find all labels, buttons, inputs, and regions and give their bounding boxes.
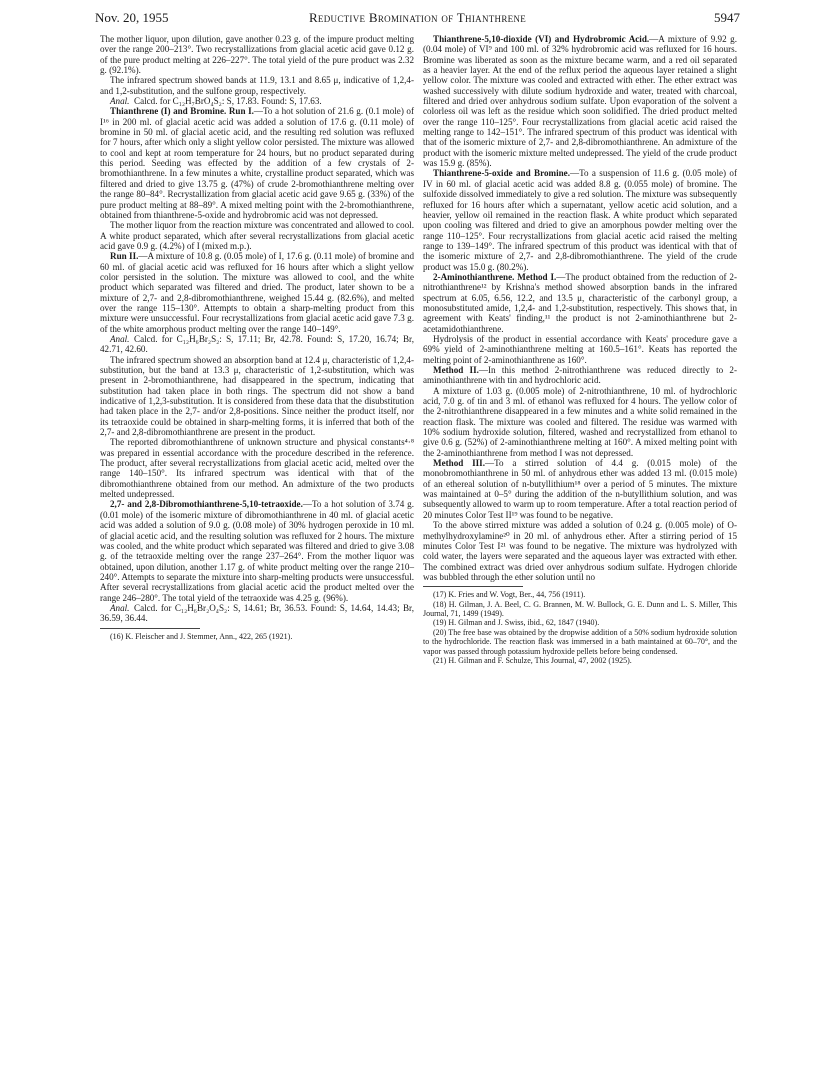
paragraph <box>100 251 414 334</box>
running-title: Reductive Bromination of Thianthrene <box>308 10 527 25</box>
paragraph-text: To the above stirred mixture was added a solution of 0.24 g. (0.005 mole) of O-methylhydroxylamine²⁰ in 20 ml. of anhydrous ether. After a stirring period of 15 minutes Color Test I²¹ was found to be negative. The mixture was hydrolyzed with cold water, the layers were separated and the aqueous layer was extracted with ether. The combined extract was dried over anhydrous sodium sulfate. Hydrogen chloride was bubbled through the ether solution until no <box>423 520 737 582</box>
paragraph-text: Calcd. for C₁₂H₇BrO₄S₂: S, 17.83. Found: S, 17.63. <box>134 96 322 107</box>
paragraph-text: The infrared spectrum showed an absorption band at 12.4 μ, characteristic of 1,2,4-substitution, but the band at 13.3 μ, characteristic of 1,2-substitution, which was present in 2-bromothianthrene, had disappeared in the spectrum, indicating that substitution had taken place in both rings. The spectrum did not show a band indicative of 1,2,3-substitution. It is considered from these data that the disubstitution had taken place in the 2,7- and/or 2,8-positions. Since neither the product itself, nor its tetraoxide could be obtained in sharp-melting forms, it is inferred that both of the 2,7- and 2,8-dibromothianthrene are present in the product. <box>100 354 414 438</box>
paragraph-text: —To a hot solution of 21.6 g. (0.1 mole) of I¹⁶ in 200 ml. of glacial acetic acid was added a solution of 17.6 g. (0.11 mole) of bromine in 50 ml. of glacial acetic acid, and the resulting red solution was refluxed for 7 hours, after which only a slight yellow color persisted. The mixture was allowed to cool and kept at room temperature for 24 hours, but no product separated during this period. Seeding was effected by the addition of a few crystals of 2-bromothianthrene. In a few minutes a white, crystalline product separated, which was filtered and dried to give 13.75 g. (47%) of crude 2-bromothianthrene melting over the range 80–84°. Recrystallization from glacial acetic acid gave 9.65 g. (33%) of the pure product melting at 88–89°. A mixed melting point with the 2-bromothianthrene, obtained from thianthrene-5-oxide and hydrobromic acid was not depressed. <box>100 106 414 220</box>
footnote: (19) H. Gilman and J. Swiss, ibid., 62, 1847 (1940). <box>433 618 600 628</box>
paragraph <box>100 75 414 96</box>
left-column-body <box>100 34 414 624</box>
paragraph <box>423 168 737 271</box>
section-heading: 2-Aminothianthrene. Method I. <box>433 271 557 282</box>
section-heading: Method II. <box>433 365 479 375</box>
paragraph <box>100 220 414 251</box>
footnote: (20) The free base was obtained by the dropwise addition of a 50% sodium hydroxide solution to the hydrochloride. The reaction flask was immersed in a bath maintained at 60–70°, and the vapor was passed through potassium hydroxide pellets before being condensed. <box>423 627 737 656</box>
paragraph-text: —To a hot solution of 3.74 g. (0.01 mole) of the isomeric mixture of dibromothianthrene in 40 ml. of glacial acetic acid was added a solution of 9.0 g. (0.08 mole) of 30% hydrogen peroxide in 10 ml. of glacial acetic acid, and the resulting solution was refluxed for 2 hours. The mixture was cooled, and the white product which separated was filtered and dried to give 3.08 g. of the tetraoxide melting over the range 237–264°. From the mother liquor was obtained, upon dilution, another 1.17 g. of white product melting over the range 210–240°. Attempts to separate the mixture into sharp-melting products were unsuccessful. After several recrystallizations from glacial acetic acid the product melted over the range 246–280°. The total yield of the tetraoxide was 4.25 g. (96%). <box>100 499 414 603</box>
paragraph-text: Calcd. for C₁₂H₆Br₂S₂: S, 17.11; Br, 42.78. Found: S, 17.20, 16.74; Br, 42.71, 42.60. <box>100 333 414 355</box>
paragraph-text: The reported dibromothianthrene of unknown structure and physical constants⁴·⁸ was prepared in essential accordance with the procedure described in the reference. The product, after several recrystallizations from glacial acetic acid, melted over the range 140–150°. Its infrared spectrum was identical with that of the dibromothianthrene obtained from our method. An admixture of the two products melted undepressed. <box>100 437 414 500</box>
paragraph <box>423 458 737 520</box>
footnote: (17) K. Fries and W. Vogt, Ber., 44, 756 (1911). <box>433 590 586 600</box>
section-heading: Run II. <box>110 251 139 262</box>
paragraph-text: Calcd. for C₁₂H₆Br₂O₄S₂: S, 14.61; Br, 36.53. Found: S, 14.64, 14.43; Br, 36.59, 36.44. <box>100 602 414 624</box>
paragraph-text: The mother liquor, upon dilution, gave another 0.23 g. of the impure product melting over the range 200–213°. Two recrystallizations from glacial acetic acid gave 0.12 g. of the pure product melting at 226–227°. The total yield of the pure product was 2.32 g. (92.1%). <box>100 34 414 76</box>
paragraph <box>100 334 414 355</box>
analysis-label: Anal. <box>110 96 130 107</box>
left-footnotes <box>100 632 414 641</box>
paragraph <box>100 106 414 220</box>
section-heading: Method III. <box>433 458 485 469</box>
paragraph <box>100 437 414 499</box>
footnote: (16) K. Fleischer and J. Stemmer, Ann., 422, 265 (1921). <box>110 631 293 641</box>
paragraph <box>100 34 414 75</box>
right-column <box>423 34 737 665</box>
section-heading: Thianthrene-5-oxide and Bromine. <box>433 168 570 179</box>
paragraph-text: —The product obtained from the reduction of 2-nitrothianthrene¹² by Krishna's method showed absorption bands in the infrared spectrum at 6.05, 6.56, 12.2, and 13.5 μ, characteristic of the carbonyl group, a monosubstituted amide, 1,2,4- and 1,2-substitution, respectively. This shows that, in agreement with Keats' finding,¹¹ the product is not 2-aminothianthrene but 2-acetamidothianthrene. <box>423 271 737 334</box>
left-column <box>100 34 414 641</box>
paragraph <box>100 355 414 438</box>
analysis-label: Anal. <box>110 602 130 613</box>
right-footnotes <box>423 590 737 665</box>
paragraph <box>100 499 414 602</box>
paragraph-text: —In this method 2-nitrothianthrene was reduced directly to 2-aminothianthrene with tin and hydrochloric acid. <box>423 365 737 386</box>
paragraph <box>100 96 414 106</box>
section-heading: 2,7- and 2,8-Dibromothianthrene-5,10-tetraoxide. <box>110 499 303 510</box>
paragraph-text: The mother liquor from the reaction mixture was concentrated and allowed to cool. A white product separated, which after several recrystallizations from glacial acetic acid gave 0.9 g. (4.2%) of I (mixed m.p.). <box>100 220 414 251</box>
footnote: (18) H. Gilman, J. A. Beel, C. G. Brannen, M. W. Bullock, G. E. Dunn and L. S. Miller, This Journal, 71, 1499 (1949). <box>423 599 737 619</box>
paragraph-text: —To a stirred solution of 4.4 g. (0.015 mole) of the monobromothianthrene in 50 ml. of anhydrous ether was added 13 ml. (0.015 mole) of an ethereal solution of n-butyllithium¹⁸ over a period of 5 minutes. The mixture was maintained at 0–5° during the addition of the n-butyllithium solution, and was subsequently allowed to warm up to room temperature. After a total reaction period of 20 minutes Color Test II¹⁹ was found to be negative. <box>423 458 737 520</box>
paragraph-text: A mixture of 1.03 g. (0.005 mole) of 2-nitrothianthrene, 10 ml. of hydrochloric acid, 7.0 g. of tin and 3 ml. of ethanol was refluxed for 4 hours. The yellow color of the 2-nitrothianthrene disappeared in a few minutes and a white solid remained in the reaction flask. The mixture was cooled and filtered. The residue was warmed with 10% sodium hydroxide solution, filtered, washed and recrystallized from ethanol to give 0.6 g. (52%) of 2-aminothianthrene melting at 160°. A mixed melting point with the 2-aminothianthrene from method I was not depressed. <box>423 385 737 458</box>
running-header <box>95 10 740 28</box>
paragraph <box>423 272 737 334</box>
section-heading: Thianthrene (I) and Bromine. Run I. <box>110 106 254 117</box>
paragraph <box>100 603 414 624</box>
page-number: 5947 <box>714 10 740 25</box>
issue-date: Nov. 20, 1955 <box>95 10 169 25</box>
analysis-label: Anal. <box>110 333 130 344</box>
paragraph <box>423 365 737 386</box>
section-heading: Thianthrene-5,10-dioxide (VI) and Hydrobromic Acid. <box>433 34 650 44</box>
paragraph-text: —A mixture of 9.92 g. (0.04 mole) of VI⁹ and 100 ml. of 32% hydrobromic acid was refluxed for 16 hours. Bromine was liberated as soon as the mixture became warm, and a red oil separated as a heavier layer. At the end of the reflux period the aqueous layer retained a slight yellow color. The mixture was cooled and extracted with ether. The ether extract was washed successively with dilute sodium hydroxide and water, treated with charcoal, filtered and dried over anhydrous sodium sulfate. Upon evaporation of the solvent a colorless oil was left as the residue which soon solidified. The dried product melted over the range 110–125°. Four recrystallizations from glacial acetic acid raised the melting range to 142–151°. The infrared spectrum of this product was identical with that of the isomeric mixture of 2,7- and 2,8-dibromothianthrene. An admixture of the product with the isomeric mixture melted undepressed. The yield of the crude product was 15.9 g. (85%). <box>423 34 737 169</box>
right-column-body <box>423 34 737 582</box>
paragraph <box>423 334 737 365</box>
paragraph-text: Hydrolysis of the product in essential accordance with Keats' procedure gave a 69% yield of 2-aminothianthrene melting at 160.5–161°. Keats has reported the melting point of 2-aminothianthrene as 160°. <box>423 333 737 365</box>
paragraph <box>423 520 737 582</box>
paragraph-text: —A mixture of 10.8 g. (0.05 mole) of I, 17.6 g. (0.11 mole) of bromine and 60 ml. of glacial acetic acid was refluxed for 16 hours after which a slight yellow color persisted in the solution. The mixture was allowed to cool, and the white product which separated was filtered and dried. The product, later shown to be a mixture of 2,7- and 2,8-dibromothianthrene, weighed 15.44 g. (82.6%), and melted over the range 115–130°. Attempts to obtain a sharp-melting product from this mixture were unsuccessful. Four recrystallizations from glacial acetic acid gave 7.3 g. of the white amorphous product melting over the range 140–149°. <box>100 251 414 334</box>
paragraph-text: The infrared spectrum showed bands at 11.9, 13.1 and 8.65 μ, indicative of 1,2,4- and 1,2-substitution, and the sulfone group, respectively. <box>100 75 414 96</box>
footnote-rule <box>423 586 523 587</box>
footnote-rule <box>100 628 200 629</box>
paragraph <box>423 34 737 168</box>
paragraph-text: —To a suspension of 11.6 g. (0.05 mole) of IV in 60 ml. of glacial acetic acid was added 8.8 g. (0.055 mole) of bromine. The sulfoxide dissolved immediately to give a red solution. The mixture was subsequently refluxed for 16 hours after which a supernatant, yellow acetic acid solution, and a heavier, yellow oil remained in the reaction flask. A white product which separated upon cooling was filtered and dried to give an amorphous powder melting over the range 110–125°. Four recrystallizations from glacial acetic acid raised the melting range to 139–149°. The infrared spectrum of this product was identical with that of the isomeric mixture of 2,7- and 2,8-dibromothianthrene. The yield of the crude product was 15.0 g. (80.2%). <box>423 168 737 272</box>
footnote: (21) H. Gilman and F. Schulze, This Journal, 47, 2002 (1925). <box>433 656 632 666</box>
paragraph <box>423 386 737 458</box>
